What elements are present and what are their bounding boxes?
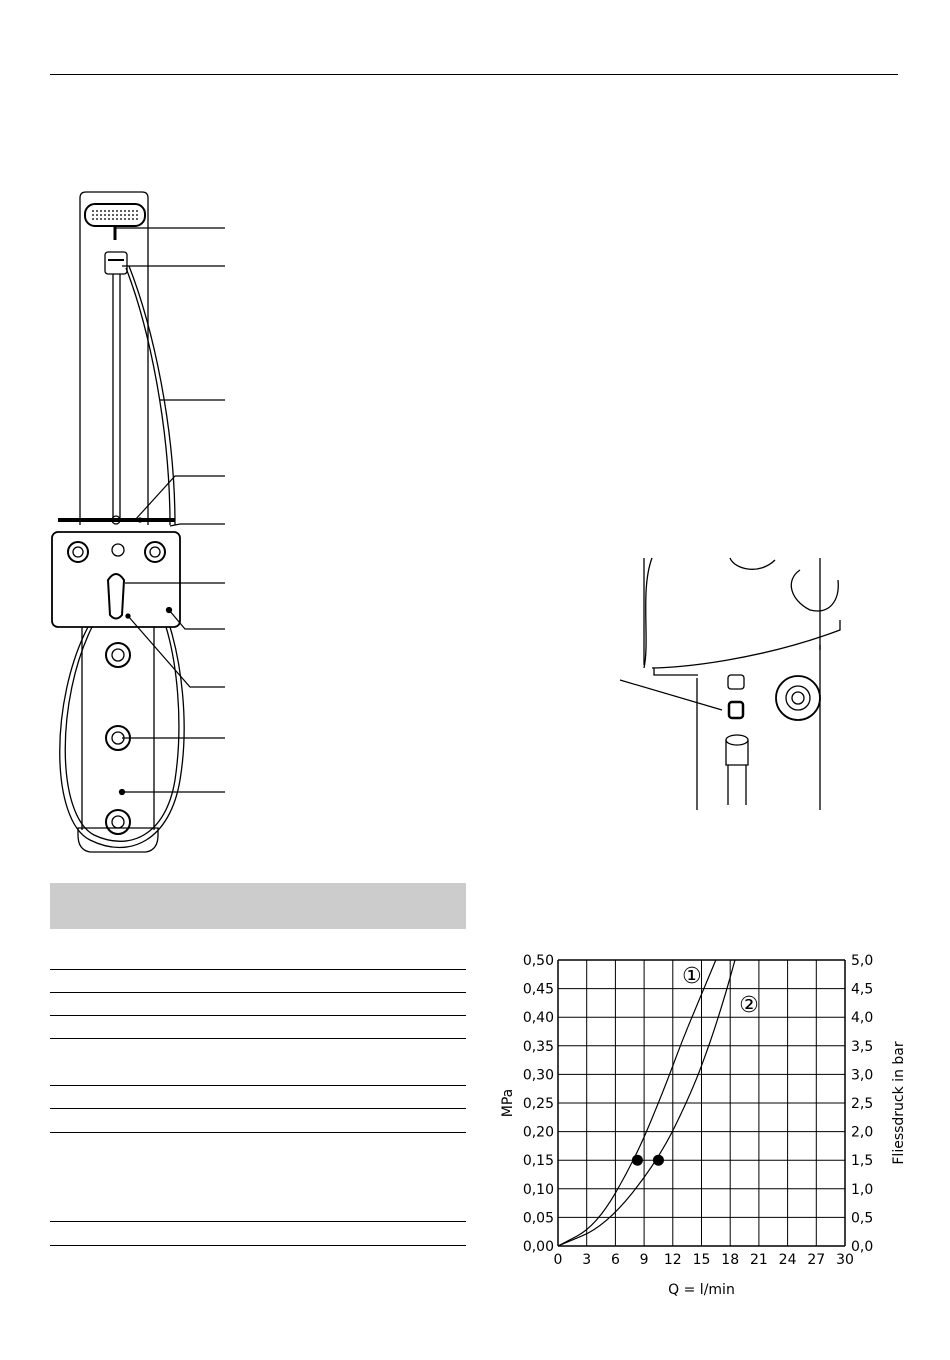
- spec-header-band: [50, 883, 466, 929]
- x-tick-label: 3: [582, 1252, 592, 1268]
- y-tick-label-left: 0,10: [522, 1181, 554, 1198]
- mixer-lever-icon: [108, 574, 124, 619]
- y-tick-label-left: 0,50: [522, 953, 554, 969]
- y-tick-label-left: 0,00: [522, 1239, 554, 1255]
- y-tick-label-left: 0,35: [522, 1038, 554, 1055]
- hose-filter-detail-drawing: [610, 550, 850, 815]
- y-tick-label-right: 5,0: [851, 953, 874, 969]
- y-tick-label-right: 4,0: [851, 1010, 874, 1027]
- filter-insert-icon: [729, 702, 743, 718]
- y-tick-label-left: 0,05: [522, 1210, 554, 1227]
- x-tick-label: 24: [778, 1252, 797, 1268]
- top-rule: [50, 74, 898, 75]
- x-tick-label: 27: [807, 1252, 826, 1268]
- y-tick-label-right: 0,5: [851, 1210, 874, 1227]
- body-jet-icon: [776, 676, 820, 720]
- hose-icon: [728, 765, 746, 805]
- flow-pressure-chart: [490, 945, 910, 1305]
- y-tick-label-right: 1,0: [851, 1181, 874, 1198]
- body-jet-icon: [106, 643, 130, 667]
- spec-row-divider: [50, 992, 466, 993]
- x-tick-label: 0: [553, 1252, 563, 1268]
- body-jet-icon: [106, 810, 130, 834]
- spec-row-divider: [50, 1132, 466, 1133]
- body-jet-icon: [68, 542, 88, 562]
- y-tick-label-right: 2,0: [851, 1124, 874, 1141]
- y-axis-label-left: MPa: [500, 1088, 516, 1118]
- diverter-knob-icon: [112, 544, 124, 556]
- operating-point-marker: [632, 1155, 643, 1166]
- spec-row-divider: [50, 1085, 466, 1086]
- spec-row-divider: [50, 1038, 466, 1039]
- x-tick-label: 6: [610, 1252, 620, 1268]
- y-axis-label-right: Fliessdruck in bar: [891, 1041, 907, 1165]
- x-tick-label: 15: [692, 1252, 711, 1268]
- housing-edge: [644, 558, 652, 668]
- spec-row-divider: [50, 1108, 466, 1109]
- y-tick-label-left: 0,30: [522, 1067, 554, 1084]
- x-tick-label: 12: [663, 1252, 682, 1268]
- shower-head-icon: [85, 204, 145, 240]
- shower-panel-drawing: [30, 180, 270, 870]
- y-tick-label-right: 2,5: [851, 1096, 874, 1112]
- body-jet-icon: [145, 542, 165, 562]
- operating-point-marker: [653, 1155, 664, 1166]
- y-tick-label-left: 0,25: [522, 1096, 554, 1112]
- jet-outline: [730, 558, 775, 569]
- mixer-housing: [52, 532, 180, 627]
- y-tick-label-left: 0,40: [522, 1010, 554, 1027]
- y-tick-label-right: 3,5: [851, 1038, 874, 1055]
- y-tick-label-left: 0,20: [522, 1124, 554, 1141]
- y-tick-label-right: 3,0: [851, 1067, 874, 1084]
- y-tick-label-left: 0,45: [522, 981, 554, 998]
- hose-nut-icon: [726, 735, 748, 745]
- series-label-2: ②: [739, 992, 759, 1018]
- series-label-1: ①: [681, 964, 702, 990]
- x-tick-label: 21: [749, 1252, 768, 1268]
- y-tick-label-right: 4,5: [851, 981, 874, 998]
- y-tick-label-right: 0,0: [851, 1239, 874, 1255]
- thread-nipple-icon: [728, 675, 744, 689]
- x-tick-label: 9: [639, 1252, 649, 1268]
- spec-row-divider: [50, 1221, 466, 1222]
- spec-row-divider: [50, 969, 466, 970]
- y-tick-label-left: 0,15: [522, 1153, 554, 1170]
- lower-panel: [82, 627, 154, 830]
- callout-line: [620, 680, 722, 710]
- x-tick-label: 30: [836, 1252, 854, 1268]
- hand-shower-holder-icon: [105, 252, 127, 274]
- spec-row-divider: [50, 1015, 466, 1016]
- spec-row-divider: [50, 1245, 466, 1246]
- x-axis-label: Q = l/min: [668, 1282, 735, 1298]
- y-tick-label-right: 1,5: [851, 1153, 874, 1170]
- back-panel: [80, 192, 148, 525]
- x-tick-label: 18: [721, 1252, 740, 1268]
